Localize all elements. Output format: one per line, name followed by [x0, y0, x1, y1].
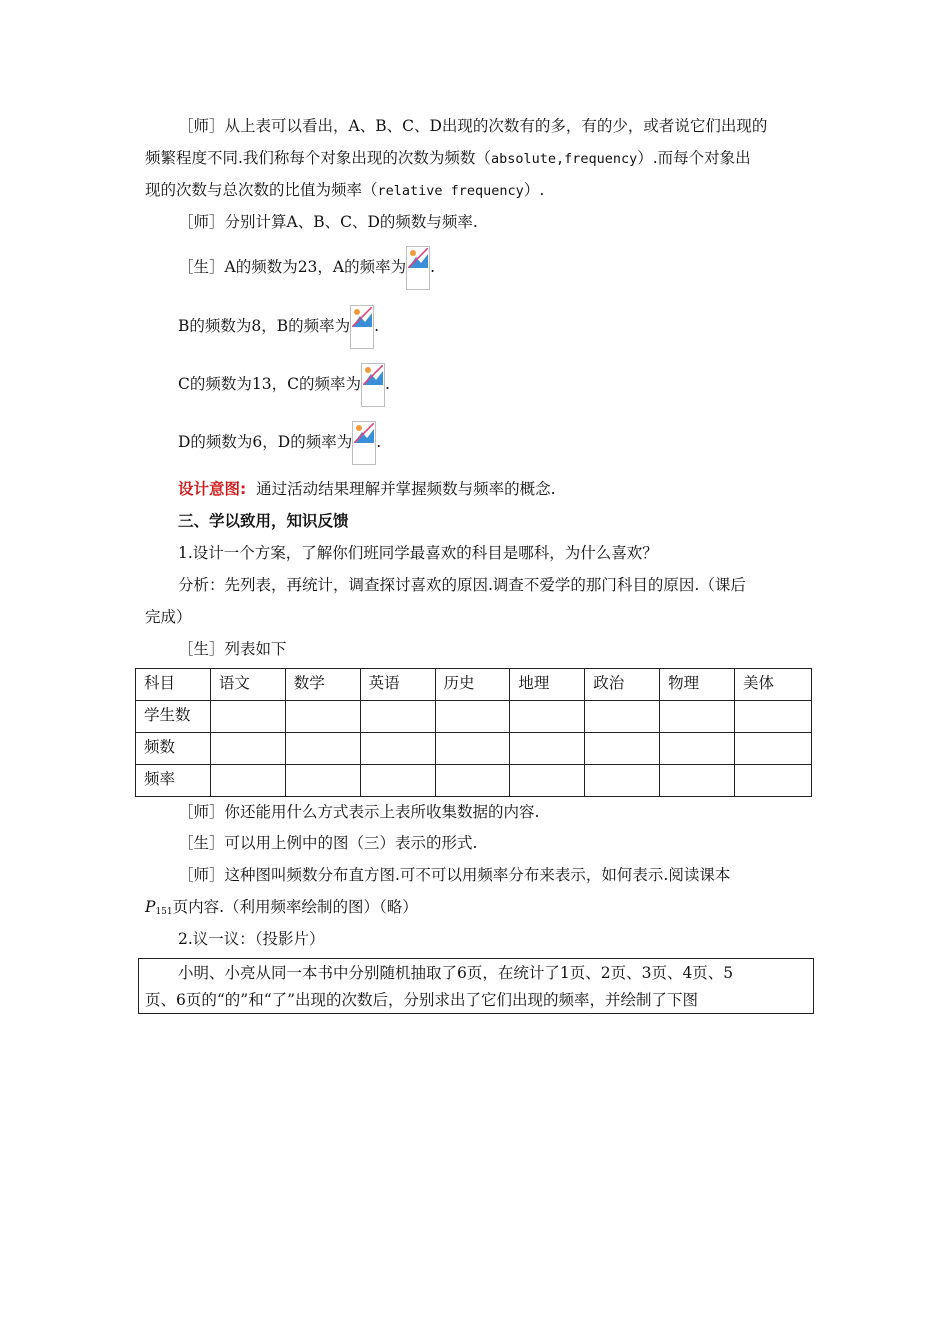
- table-row: [136, 765, 812, 797]
- table-cell: [585, 701, 660, 733]
- table-row-label: 频数: [136, 733, 211, 765]
- paragraph-teacher-1-line-1: ［师］从上表可以看出，A、B、C、D出现的次数有的多，有的少，或者说它们出现的: [178, 117, 768, 135]
- table-header-cell: 历史: [435, 669, 510, 701]
- table-cell: [210, 733, 285, 765]
- table-cell: [660, 765, 735, 797]
- period: .: [376, 433, 382, 451]
- answer-c-text: C的频数为13，C的频率为: [178, 375, 361, 393]
- design-intent-label: 设计意图:: [178, 480, 247, 498]
- design-intent: [178, 478, 556, 500]
- broken-image-icon: [350, 305, 374, 349]
- student-answer-d: [178, 420, 381, 465]
- broken-image-icon: [361, 363, 385, 407]
- answer-a-text: ［生］A的频数为23，A的频率为: [178, 258, 407, 276]
- english-term-absolute-frequency: absolute,frequency: [490, 151, 638, 167]
- analysis-line-1: 分析：先列表，再统计，调查探讨喜欢的原因.调查不爱学的那门科目的原因.（课后: [178, 576, 746, 594]
- table-cell: [585, 733, 660, 765]
- table-header-cell: 科目: [136, 669, 211, 701]
- period: .: [384, 375, 390, 393]
- question-1: 1.设计一个方案，了解你们班同学最喜欢的科目是哪科，为什么喜欢？: [178, 544, 658, 562]
- broken-image-icon: [352, 421, 376, 465]
- table-header-row: [136, 669, 812, 701]
- student-answer-b: [178, 304, 379, 349]
- period: .: [374, 317, 380, 335]
- teacher-histogram-line-1: ［师］这种图叫频数分布直方图.可不可以用频率分布来表示，如何表示.阅读课本: [178, 866, 731, 884]
- table-header-cell: 地理: [510, 669, 585, 701]
- table-row-label: 频率: [136, 765, 211, 797]
- english-term-relative-frequency: relative frequency: [377, 183, 524, 199]
- text-segment: 现的次数与总次数的比值为频率（: [145, 181, 378, 199]
- text-segment: 频繁程度不同.我们称每个对象出现的次数为频数（: [145, 149, 491, 167]
- table-cell: [510, 733, 585, 765]
- broken-image-icon: [406, 246, 430, 290]
- page-ref-p: P: [145, 898, 156, 916]
- table-cell: [735, 701, 812, 733]
- table-row: [136, 701, 812, 733]
- table-cell: [510, 701, 585, 733]
- table-cell: [510, 765, 585, 797]
- answer-d-text: D的频数为6，D的频率为: [178, 433, 353, 451]
- question-2: 2.议一议：（投影片）: [178, 930, 325, 948]
- analysis-line-2: 完成）: [145, 608, 192, 626]
- table-cell: [585, 765, 660, 797]
- table-cell: [435, 701, 510, 733]
- table-cell: [360, 701, 435, 733]
- table-cell: [210, 765, 285, 797]
- table-cell: [660, 733, 735, 765]
- student-answer-a: [178, 245, 435, 290]
- table-header-cell: 物理: [660, 669, 735, 701]
- text-segment: ）.而每个对象出: [637, 149, 751, 167]
- table-header-cell: 语文: [210, 669, 285, 701]
- table-cell: [360, 733, 435, 765]
- design-intent-text: 通过活动结果理解并掌握频数与频率的概念.: [256, 480, 556, 498]
- slide-box-line-1: 小明、小亮从同一本书中分别随机抽取了6页，在统计了1页、2页、3页、4页、5: [178, 964, 734, 982]
- table-cell: [285, 765, 360, 797]
- table-header-cell: 数学: [285, 669, 360, 701]
- paragraph-teacher-1-line-2: [145, 147, 751, 170]
- answer-b-text: B的频数为8，B的频率为: [178, 317, 351, 335]
- subject-survey-table: [135, 668, 812, 797]
- section-heading-3: 三、学以致用，知识反馈: [178, 512, 349, 530]
- table-cell: [435, 765, 510, 797]
- table-header-cell: 政治: [585, 669, 660, 701]
- table-header-cell: 英语: [360, 669, 435, 701]
- period: .: [430, 258, 436, 276]
- table-cell: [660, 701, 735, 733]
- paragraph-teacher-2: ［师］分别计算A、B、C、D的频数与频率.: [178, 213, 478, 231]
- teacher-histogram-line-2: [145, 896, 418, 923]
- teacher-question: ［师］你还能用什么方式表示上表所收集数据的内容.: [178, 803, 540, 821]
- table-cell: [210, 701, 285, 733]
- slide-box-line-2: 页、6页的“的”和“了”出现的次数后，分别求出了它们出现的频率，并绘制了下图: [145, 991, 699, 1009]
- table-cell: [735, 733, 812, 765]
- text-segment: ）.: [523, 181, 545, 199]
- text-segment: 页内容.（利用频率绘制的图）（略）: [172, 898, 418, 916]
- table-row-label: 学生数: [136, 701, 211, 733]
- table-cell: [735, 765, 812, 797]
- student-list-intro: ［生］列表如下: [178, 640, 287, 658]
- student-answer-c: [178, 362, 390, 407]
- table-header-cell: 美体: [735, 669, 812, 701]
- table-cell: [435, 733, 510, 765]
- table-cell: [360, 765, 435, 797]
- student-answer: ［生］可以用上例中的图（三）表示的形式.: [178, 834, 478, 852]
- table-cell: [285, 701, 360, 733]
- page-ref-number: 151: [155, 907, 173, 917]
- paragraph-teacher-1-line-3: [145, 179, 544, 202]
- table-row: [136, 733, 812, 765]
- table-cell: [285, 733, 360, 765]
